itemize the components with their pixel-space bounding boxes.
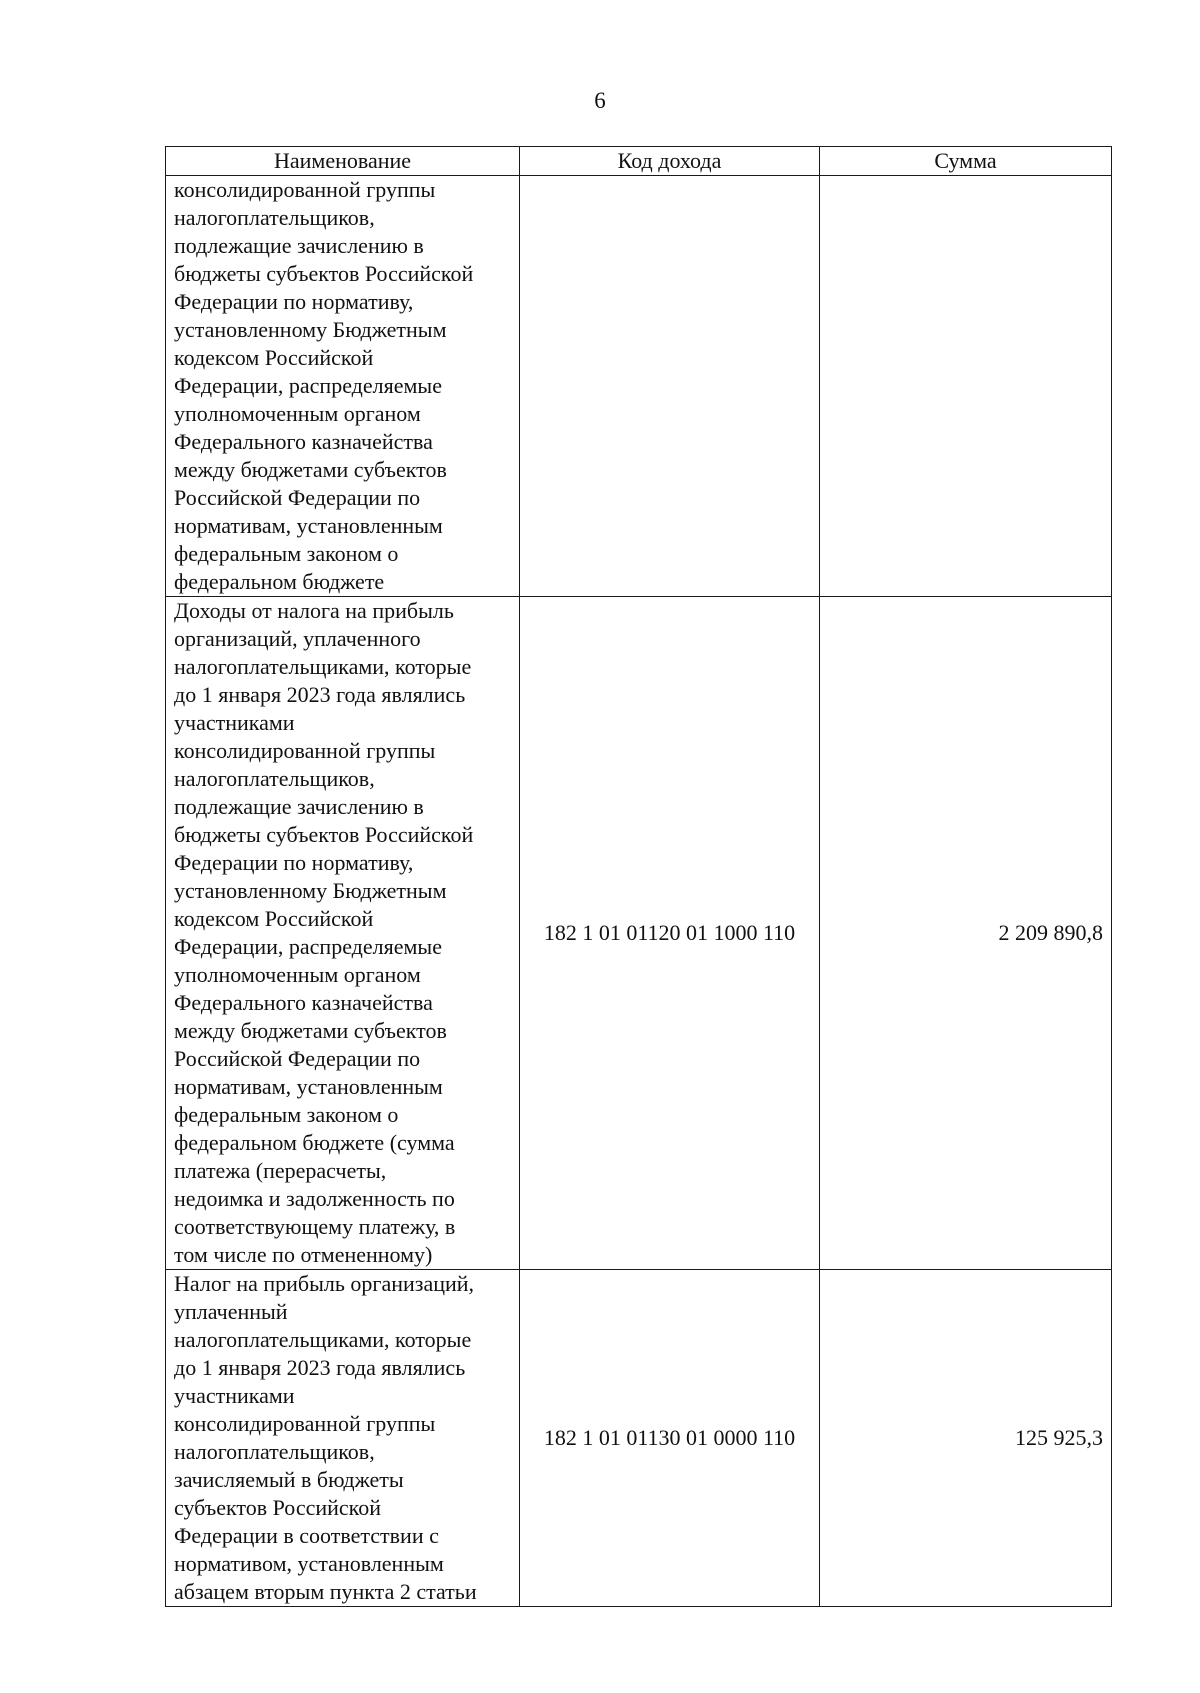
name-line: между бюджетами субъектов [174,1018,447,1043]
row-sum-cell [820,176,1112,597]
name-line: налогоплательщиками, которые [174,654,472,679]
name-line: уполномоченным органом [174,401,421,426]
name-line: установленному Бюджетным [174,878,447,903]
name-line: Федерации по нормативу, [174,289,414,314]
name-line: соответствующему платежу, в [174,1214,456,1239]
name-line: подлежащие зачислению в [174,794,424,819]
table-row [166,597,1112,1270]
name-line: Доходы от налога на прибыль [174,598,454,623]
name-line: федеральном бюджете [174,569,385,594]
name-line: организаций, уплаченного [174,626,421,651]
row-code-cell: 182 1 01 01130 01 0000 110 [520,1270,820,1607]
name-line: установленному Бюджетным [174,317,447,342]
row-name-cell [166,597,520,1270]
name-line: участниками [174,710,295,735]
name-line: Федерации, распределяемые [174,373,442,398]
name-line: федеральным законом о [174,541,399,566]
name-line: Федерального казначейства [174,429,433,454]
page-number: 6 [594,88,606,113]
name-line: нормативам, установленным [174,1074,443,1099]
name-line: Налог на прибыль организаций, [174,1271,475,1296]
name-line: до 1 января 2023 года являлись [174,1355,466,1380]
row-sum-cell: 125 925,3 [820,1270,1112,1607]
name-line: Федерации по нормативу, [174,850,414,875]
name-line: зачисляемый в бюджеты [174,1467,404,1492]
row-sum-cell: 2 209 890,8 [820,597,1112,1270]
table-header-row [166,147,1112,176]
name-line: бюджеты субъектов Российской [174,822,474,847]
column-header-name: Наименование [166,147,520,176]
name-line: до 1 января 2023 года являлись [174,682,466,707]
name-line: уплаченный [174,1299,288,1324]
row-code-cell: 182 1 01 01120 01 1000 110 [520,597,820,1270]
name-line: субъектов Российской [174,1495,382,1520]
name-line: консолидированной группы [174,1411,436,1436]
name-line: бюджеты субъектов Российской [174,261,474,286]
name-line: федеральным законом о [174,1102,399,1127]
name-line: Российской Федерации по [174,485,421,510]
name-line: нормативом, установленным [174,1551,444,1576]
table-row [166,1270,1112,1607]
name-line: между бюджетами субъектов [174,457,447,482]
name-line: консолидированной группы [174,738,436,763]
name-line: Федерации в соответствии с [174,1523,439,1548]
revenue-table [165,146,1112,1607]
name-line: Федерации, распределяемые [174,934,442,959]
name-line: нормативам, установленным [174,513,443,538]
name-line: участниками [174,1383,295,1408]
name-line: абзацем вторым пункта 2 статьи [174,1579,477,1604]
table-row [166,176,1112,597]
column-header-sum: Сумма [820,147,1112,176]
row-name-cell [166,176,520,597]
name-line: платежа (перерасчеты, [174,1158,387,1183]
name-line: кодексом Российской [174,345,374,370]
name-line: подлежащие зачислению в [174,233,424,258]
name-line: том числе по отмененному) [174,1242,433,1267]
name-line: налогоплательщиков, [174,766,375,791]
name-line: налогоплательщиками, которые [174,1327,472,1352]
row-code-cell [520,176,820,597]
row-name-cell [166,1270,520,1607]
name-line: консолидированной группы [174,177,436,202]
name-line: Российской Федерации по [174,1046,421,1071]
name-line: уполномоченным органом [174,962,421,987]
name-line: недоимка и задолженность по [174,1186,455,1211]
name-line: федеральном бюджете (сумма [174,1130,455,1155]
name-line: налогоплательщиков, [174,1439,375,1464]
name-line: Федерального казначейства [174,990,433,1015]
name-line: кодексом Российской [174,906,374,931]
column-header-code: Код дохода [520,147,820,176]
name-line: налогоплательщиков, [174,205,375,230]
